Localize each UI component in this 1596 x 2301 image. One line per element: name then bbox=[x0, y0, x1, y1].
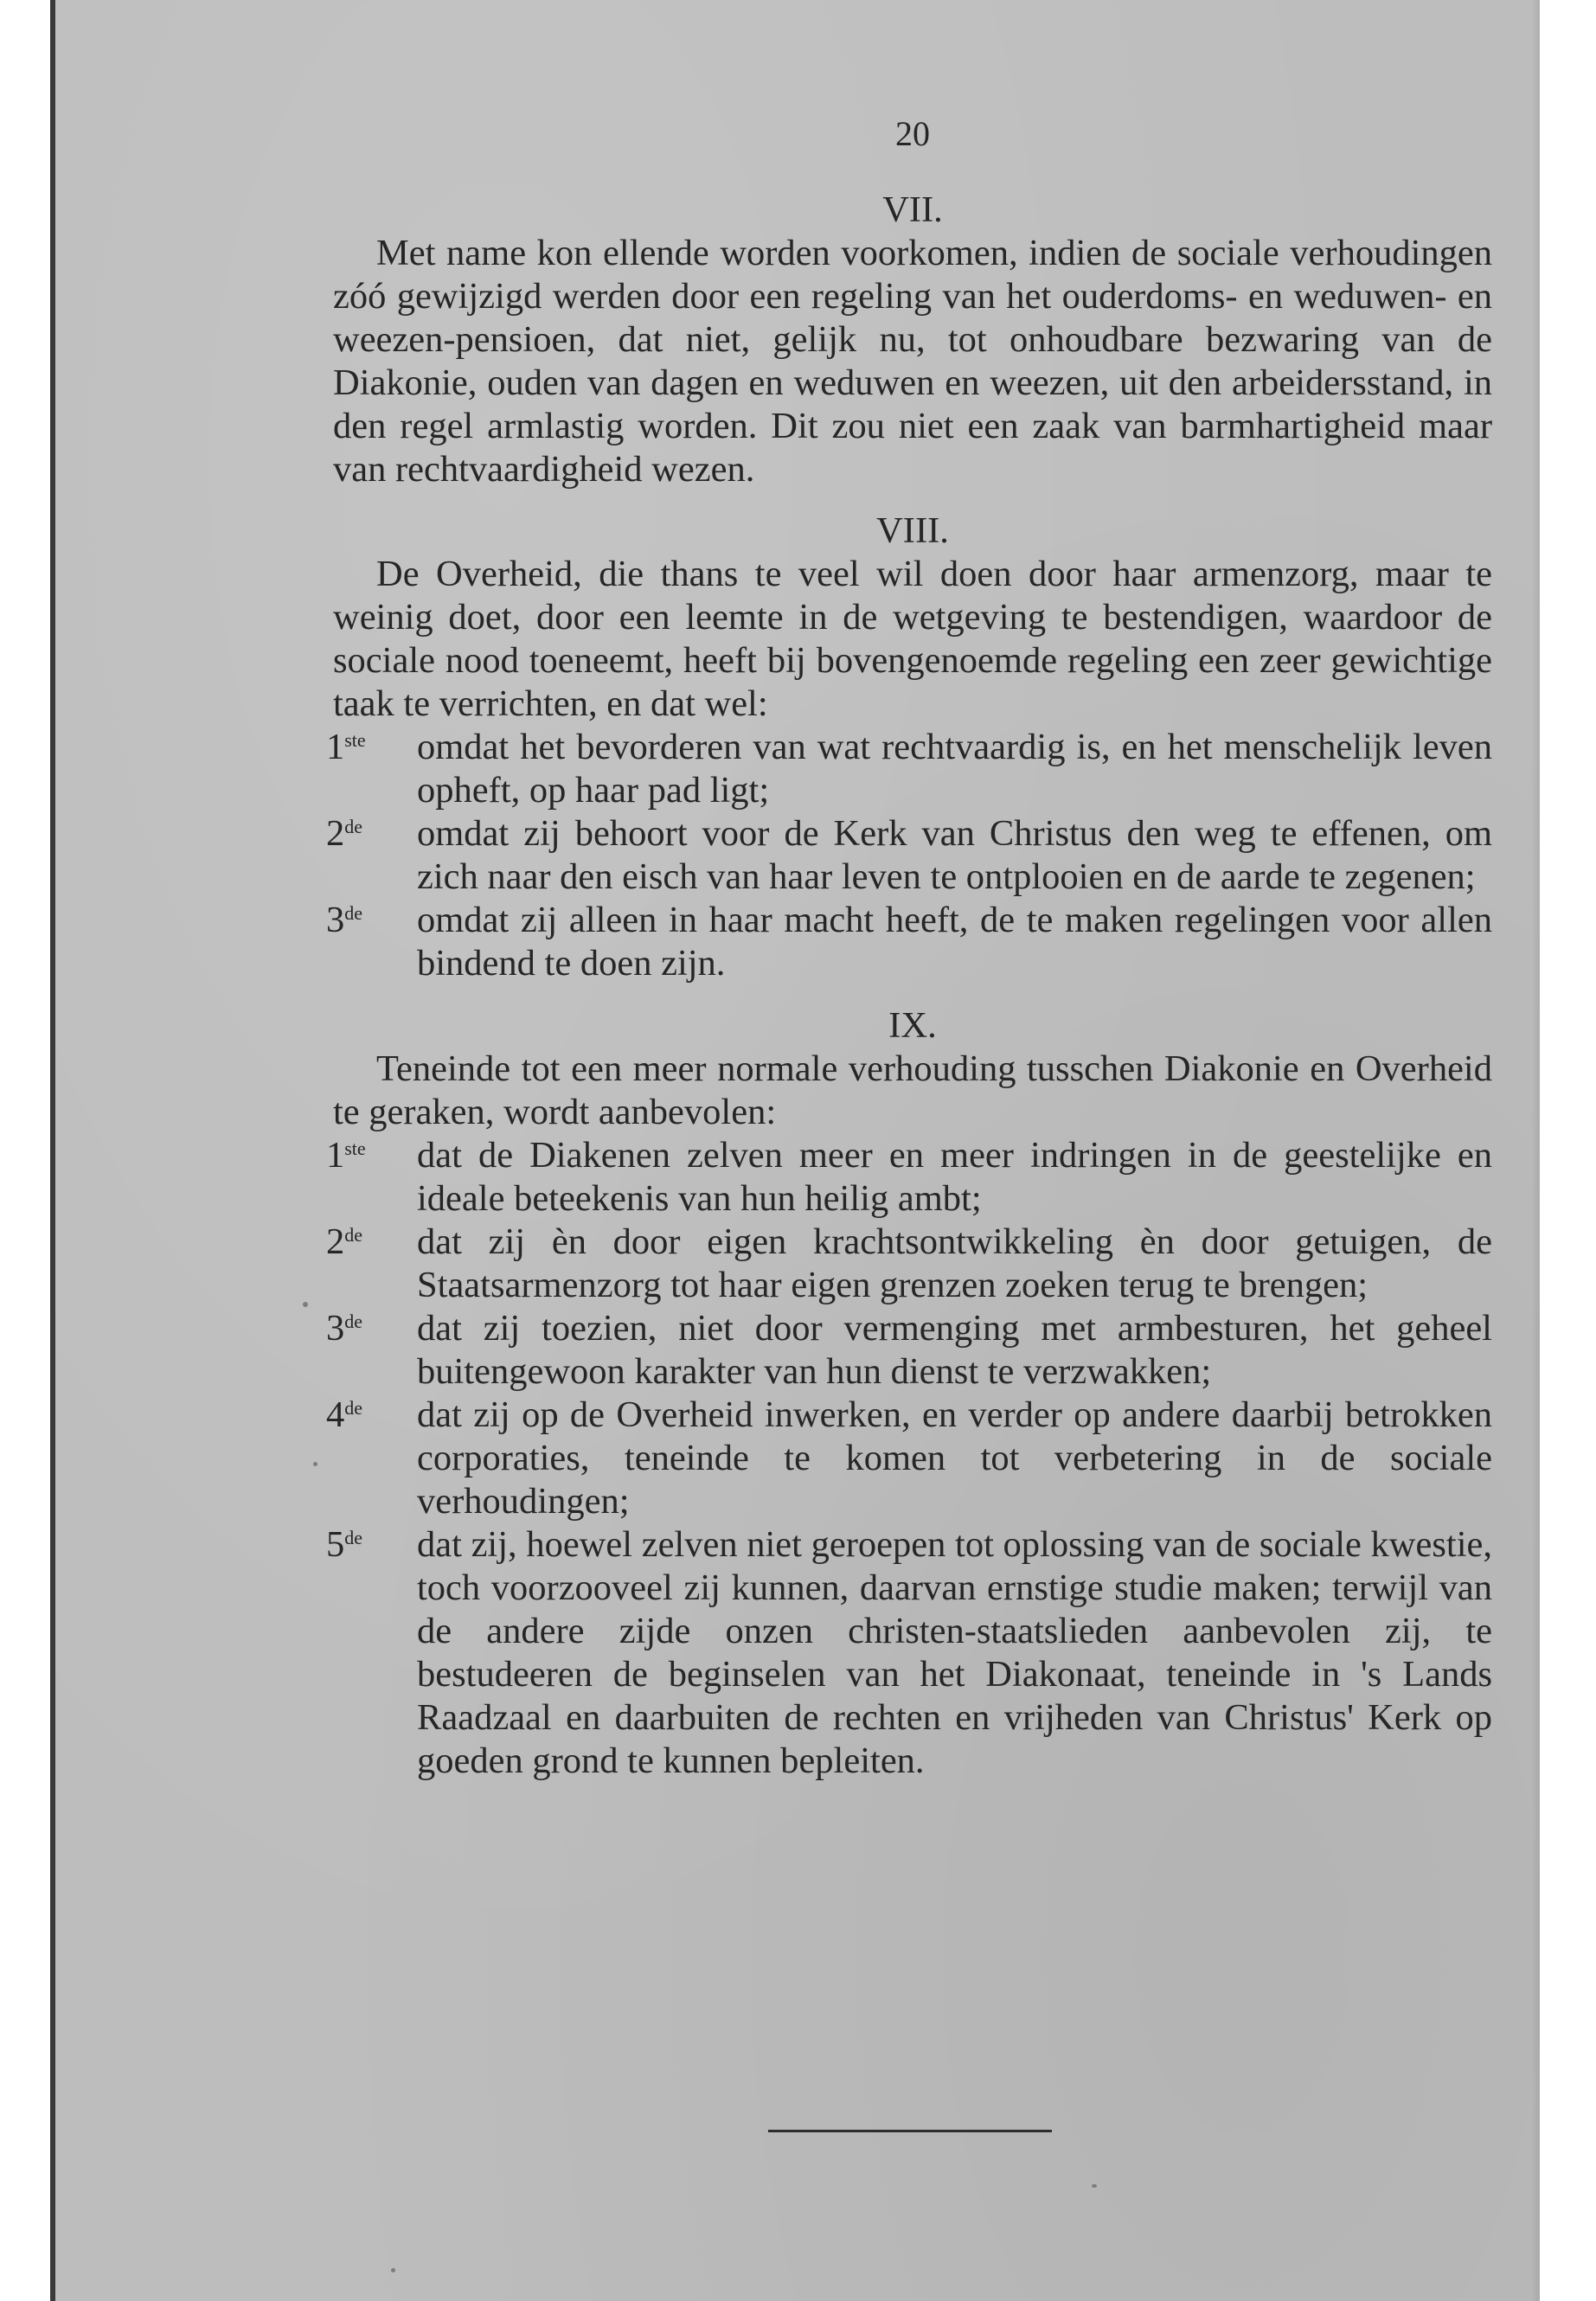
page-text bbox=[326, 104, 1492, 1783]
section-viii bbox=[326, 510, 1492, 985]
item-text: omdat zij behoort voor de Kerk van Christus den weg te effenen, om zich naar den eisch van haar leven te ontplooien en de aarde te zegenen; bbox=[417, 813, 1492, 897]
item-marker bbox=[326, 1523, 362, 1567]
item-suffix: de bbox=[344, 1224, 363, 1246]
item-suffix: de bbox=[344, 1311, 363, 1332]
section-intro: Teneinde tot een meer normale verhouding tusschen Diakonie en Overheid te geraken, wordt aanbevolen: bbox=[333, 1048, 1492, 1132]
item-text: dat de Diakenen zelven meer en meer indringen in de geestelijke en ideale beteekenis van hun heilig ambt; bbox=[417, 1135, 1492, 1219]
section-vii bbox=[333, 189, 1492, 491]
list-item bbox=[326, 812, 1492, 899]
paper-speck bbox=[1092, 2184, 1097, 2188]
scan-margin-right bbox=[1540, 0, 1596, 2301]
item-number: 5 bbox=[326, 1524, 345, 1565]
section-heading: IX. bbox=[888, 1005, 937, 1046]
item-text: dat zij, hoewel zelven niet geroepen tot oplossing van de sociale kwestie, toch voorzooveel zij kunnen, daarvan ernstige studie maken; terwijl van de andere zijde onzen christen-staatslieden aanbevolen zij, te bestudeeren de beginselen van het Diakonaat, teneinde in 's Lands Raadzaal en daarbuiten de rechten en vrijheden van Christus' Kerk op goeden grond te kunnen bepleiten. bbox=[417, 1524, 1492, 1781]
list-item bbox=[326, 1221, 1492, 1307]
end-rule-divider bbox=[768, 2130, 1052, 2132]
item-number: 4 bbox=[326, 1394, 345, 1435]
item-suffix: de bbox=[344, 902, 363, 924]
item-suffix: ste bbox=[344, 729, 366, 751]
scan-margin-left bbox=[0, 0, 50, 2301]
item-marker bbox=[326, 1221, 362, 1264]
section-ix bbox=[326, 1004, 1492, 1783]
item-marker bbox=[326, 1394, 362, 1437]
paper-speck bbox=[303, 1302, 308, 1307]
item-text: omdat het bevorderen van wat rechtvaardig is, en het menschelijk leven opheft, op haar pad ligt; bbox=[417, 727, 1492, 811]
item-number: 3 bbox=[326, 900, 345, 940]
list-item bbox=[326, 899, 1492, 985]
item-number: 2 bbox=[326, 813, 345, 854]
list-item bbox=[326, 1307, 1492, 1394]
item-marker bbox=[326, 812, 362, 856]
item-number: 1 bbox=[326, 727, 345, 767]
section-intro: De Overheid, die thans te veel wil doen door haar armenzorg, maar te weinig doet, door een leemte in de wetgeving te bestendigen, waardoor de sociale nood toeneemt, heeft bij bovengenoemde regeling een zeer gewichtige taak te verrichten, en dat wel: bbox=[333, 554, 1492, 724]
section-gap bbox=[333, 491, 1492, 510]
section-gap bbox=[333, 985, 1492, 1004]
item-marker bbox=[326, 726, 366, 769]
page-number: 20 bbox=[895, 114, 930, 153]
item-text: omdat zij alleen in haar macht heeft, de te maken regelingen voor allen bindend te doen zijn. bbox=[417, 900, 1492, 984]
item-suffix: de bbox=[344, 1397, 363, 1419]
paper-speck bbox=[391, 2268, 395, 2272]
list-item bbox=[326, 1523, 1492, 1783]
item-marker bbox=[326, 1307, 362, 1350]
item-text: dat zij èn door eigen krachtsontwikkeling èn door getuigen, de Staatsarmenzorg tot haar eigen grenzen zoeken terug te brengen; bbox=[417, 1221, 1492, 1305]
item-text: dat zij toezien, niet door vermenging met armbesturen, het geheel buitengewoon karakter van hun dienst te verzwakken; bbox=[417, 1308, 1492, 1392]
item-number: 2 bbox=[326, 1221, 345, 1262]
item-suffix: de bbox=[344, 1527, 363, 1548]
list-item bbox=[326, 1394, 1492, 1523]
item-text: dat zij op de Overheid inwerken, en verder op andere daarbij betrokken corporaties, teneinde te komen tot verbetering in de sociale verhoudingen; bbox=[417, 1394, 1492, 1522]
item-number: 3 bbox=[326, 1308, 345, 1349]
list-item bbox=[326, 1134, 1492, 1221]
item-suffix: ste bbox=[344, 1138, 366, 1159]
section-heading: VIII. bbox=[876, 510, 949, 551]
item-marker bbox=[326, 1134, 366, 1177]
section-heading: VII. bbox=[882, 189, 943, 230]
page-edge-shadow bbox=[1531, 0, 1540, 2301]
list-item bbox=[326, 726, 1492, 812]
item-number: 1 bbox=[326, 1135, 345, 1176]
item-suffix: de bbox=[344, 816, 363, 837]
paper-speck bbox=[313, 1462, 317, 1466]
section-paragraph: Met name kon ellende worden voorkomen, indien de sociale verhoudingen zóó gewijzigd werden door een regeling van het ouderdoms- en weduwen- en weezen-pensioen, dat niet, gelijk nu, tot onhoudbare bezwaring van de Diakonie, ouden van dagen en weduwen en weezen, uit den arbeidersstand, in den regel armlastig worden. Dit zou niet een zaak van barmhartigheid maar van rechtvaardigheid wezen. bbox=[333, 233, 1492, 490]
item-marker bbox=[326, 899, 362, 942]
